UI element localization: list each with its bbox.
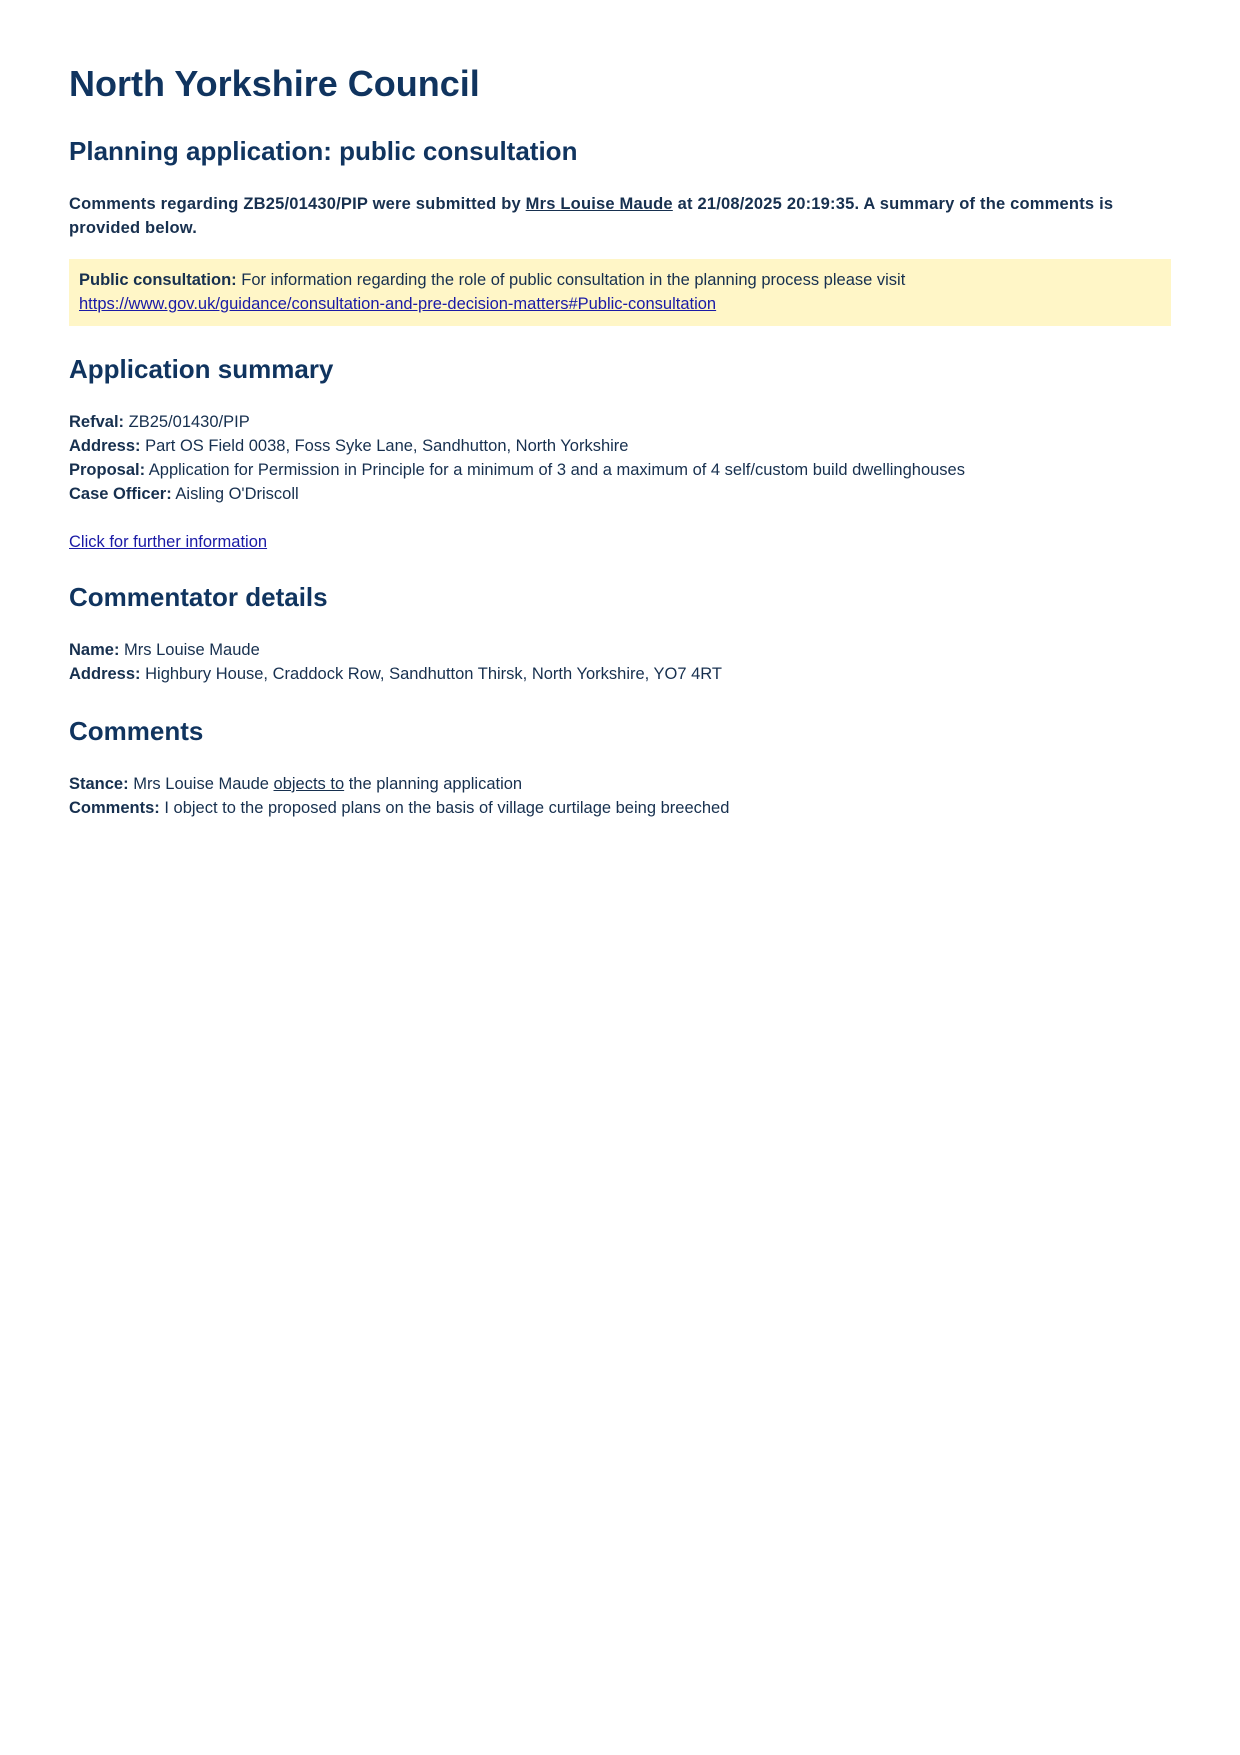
comments-heading: Comments bbox=[69, 716, 204, 746]
address-row bbox=[69, 434, 1171, 458]
page-title: Planning application: public consultation bbox=[69, 136, 578, 166]
field-value: Mrs Louise Maude bbox=[119, 641, 260, 659]
intro-paragraph bbox=[69, 192, 1171, 240]
field-label: Case Officer: bbox=[69, 485, 172, 503]
field-value: Aisling O'Driscoll bbox=[171, 485, 299, 503]
field-value: Part OS Field 0038, Foss Syke Lane, Sandhutton, North Yorkshire bbox=[140, 437, 629, 455]
commentator-address-row bbox=[69, 662, 1171, 686]
notice-text: For information regarding the role of public consultation in the planning process please visit bbox=[236, 271, 906, 289]
field-label: Address: bbox=[69, 665, 141, 683]
org-title: North Yorkshire Council bbox=[69, 63, 480, 104]
proposal-row bbox=[69, 458, 1171, 482]
commentator-details-heading: Commentator details bbox=[69, 582, 328, 612]
intro-text-end: at 21/08/2025 20:19:35. A summary of the comments is provided below. bbox=[69, 195, 1114, 237]
refval-row bbox=[69, 410, 1171, 434]
application-summary-fields bbox=[69, 410, 1171, 506]
stance-text-start: Mrs Louise Maude bbox=[128, 775, 274, 793]
notice-label: Public consultation: bbox=[79, 271, 237, 289]
stance-link[interactable]: objects to bbox=[273, 775, 345, 793]
field-value: Highbury House, Craddock Row, Sandhutton Thirsk, North Yorkshire, YO7 4RT bbox=[140, 665, 722, 683]
comments-label: Comments: bbox=[69, 799, 160, 817]
name-row bbox=[69, 638, 1171, 662]
further-info bbox=[69, 530, 1171, 554]
field-label: Proposal: bbox=[69, 461, 146, 479]
consultation-guidance-link[interactable]: https://www.gov.uk/guidance/consultation-and-pre-decision-matters#Public-consultation bbox=[79, 295, 717, 313]
comments-fields bbox=[69, 772, 1171, 820]
case-officer-row bbox=[69, 482, 1171, 506]
stance-row bbox=[69, 772, 1171, 796]
field-label: Refval: bbox=[69, 413, 125, 431]
field-label: Name: bbox=[69, 641, 120, 659]
comments-value: I object to the proposed plans on the basis of village curtilage being breeched bbox=[159, 799, 730, 817]
comments-row bbox=[69, 796, 1171, 820]
field-value: ZB25/01430/PIP bbox=[124, 413, 250, 431]
submitter-link[interactable]: Mrs Louise Maude bbox=[525, 195, 673, 213]
public-consultation-notice bbox=[69, 259, 1171, 326]
field-value: Application for Permission in Principle for a minimum of 3 and a maximum of 4 self/custom build dwellinghouses bbox=[145, 461, 965, 479]
intro-text-start: Comments regarding ZB25/01430/PIP were submitted by bbox=[69, 195, 526, 213]
stance-label: Stance: bbox=[69, 775, 129, 793]
stance-text-end: the planning application bbox=[344, 775, 523, 793]
field-label: Address: bbox=[69, 437, 141, 455]
application-summary-heading: Application summary bbox=[69, 354, 334, 384]
further-information-link[interactable]: Click for further information bbox=[69, 533, 268, 551]
commentator-fields bbox=[69, 638, 1171, 686]
